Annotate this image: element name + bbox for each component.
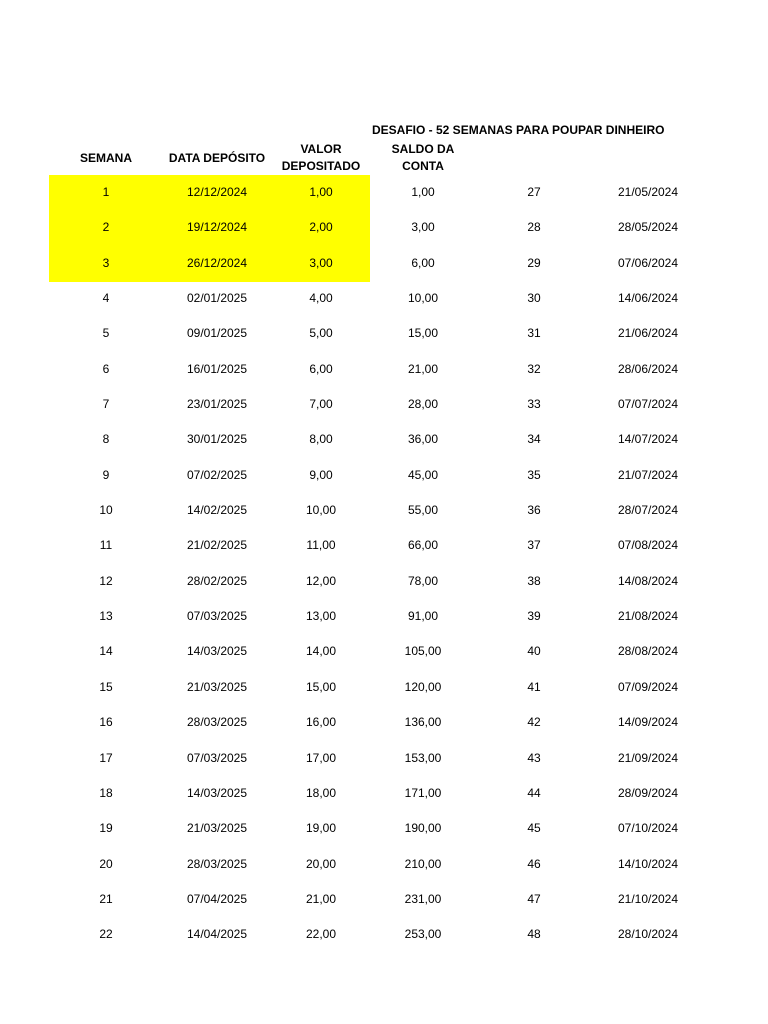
- valor-depositado-cell: 18,00: [305, 785, 337, 800]
- table-row: [0, 458, 768, 493]
- sheet-title: DESAFIO - 52 SEMANAS PARA POUPAR DINHEIRO: [372, 123, 665, 137]
- semana-cell: 19: [99, 821, 113, 836]
- data-deposito-cell: 07/04/2025: [186, 891, 248, 906]
- table-row: [0, 564, 768, 599]
- table-row: [0, 175, 768, 210]
- data-cell-right: 14/09/2024: [617, 715, 679, 730]
- semana-cell: 4: [102, 291, 110, 306]
- semana-cell-right: 48: [527, 927, 541, 942]
- saldo-conta-cell: 231,00: [404, 891, 442, 906]
- valor-depositado-cell: 20,00: [305, 856, 337, 871]
- data-deposito-cell: 21/03/2025: [186, 679, 248, 694]
- data-deposito-cell: 14/04/2025: [186, 927, 248, 942]
- data-deposito-cell: 28/03/2025: [186, 715, 248, 730]
- valor-depositado-cell: 16,00: [305, 715, 337, 730]
- saldo-conta-cell: 6,00: [411, 255, 435, 270]
- semana-cell: 7: [102, 397, 110, 412]
- semana-cell-right: 43: [527, 750, 541, 765]
- saldo-conta-cell: 91,00: [407, 609, 439, 624]
- saldo-conta-cell: 153,00: [404, 750, 442, 765]
- saldo-conta-cell: 21,00: [407, 361, 439, 376]
- table-row: [0, 917, 768, 952]
- valor-depositado-cell: 7,00: [309, 397, 333, 412]
- saldo-conta-cell: 36,00: [407, 432, 439, 447]
- data-cell-right: 07/10/2024: [617, 821, 679, 836]
- semana-cell-right: 28: [527, 220, 541, 235]
- semana-cell: 8: [102, 432, 110, 447]
- header-valor-depositado: VALOR DEPOSITADO: [281, 142, 361, 173]
- table-row: [0, 882, 768, 917]
- data-cell-right: 28/09/2024: [617, 785, 679, 800]
- table-row: [0, 316, 768, 351]
- semana-cell-right: 37: [527, 538, 541, 553]
- table-row: [0, 634, 768, 669]
- semana-cell-right: 41: [527, 679, 541, 694]
- saldo-conta-cell: 253,00: [404, 927, 442, 942]
- data-cell-right: 07/06/2024: [617, 255, 679, 270]
- valor-depositado-cell: 1,00: [309, 185, 333, 199]
- semana-cell: 17: [99, 750, 113, 765]
- semana-cell: 5: [102, 326, 110, 341]
- saldo-conta-cell: 28,00: [407, 397, 439, 412]
- data-deposito-cell: 14/02/2025: [186, 503, 248, 518]
- semana-cell: 18: [99, 785, 113, 800]
- semana-cell-right: 38: [527, 573, 541, 588]
- semana-cell: 14: [99, 644, 113, 659]
- semana-cell: 6: [102, 361, 110, 376]
- semana-cell: 10: [99, 503, 113, 518]
- table-row: [0, 493, 768, 528]
- semana-cell: 12: [99, 573, 113, 588]
- data-cell-right: 14/07/2024: [617, 432, 679, 447]
- valor-depositado-cell: 22,00: [305, 927, 337, 942]
- saldo-conta-cell: 171,00: [404, 785, 442, 800]
- data-deposito-cell: 14/03/2025: [186, 644, 248, 659]
- semana-cell-right: 44: [527, 785, 541, 800]
- semana-cell: 3: [102, 255, 110, 270]
- data-cell-right: 28/10/2024: [617, 927, 679, 942]
- data-deposito-cell: 14/03/2025: [186, 785, 248, 800]
- semana-cell-right: 30: [527, 291, 541, 306]
- data-cell-right: 28/07/2024: [617, 503, 679, 518]
- semana-cell: 20: [99, 856, 113, 871]
- data-deposito-cell: 19/12/2024: [186, 220, 248, 235]
- semana-cell-right: 27: [527, 185, 541, 199]
- table-row: [0, 599, 768, 634]
- data-cell-right: 28/08/2024: [617, 644, 679, 659]
- header-saldo-conta: SALDO DA CONTA: [391, 142, 455, 173]
- table-row: [0, 387, 768, 422]
- semana-cell-right: 36: [527, 503, 541, 518]
- valor-depositado-cell: 17,00: [305, 750, 337, 765]
- data-deposito-cell: 21/02/2025: [186, 538, 248, 553]
- data-deposito-cell: 07/02/2025: [186, 467, 248, 482]
- semana-cell: 1: [102, 185, 110, 199]
- valor-depositado-cell: 15,00: [305, 679, 337, 694]
- semana-cell-right: 29: [527, 255, 541, 270]
- saldo-conta-cell: 136,00: [404, 715, 442, 730]
- data-deposito-cell: 07/03/2025: [186, 609, 248, 624]
- semana-cell-right: 39: [527, 609, 541, 624]
- savings-table: [0, 175, 768, 953]
- semana-cell: 13: [99, 609, 113, 624]
- data-cell-right: 07/07/2024: [617, 397, 679, 412]
- table-row: [0, 528, 768, 563]
- valor-depositado-cell: 5,00: [309, 326, 333, 341]
- saldo-conta-cell: 3,00: [411, 220, 435, 235]
- data-cell-right: 14/10/2024: [617, 856, 679, 871]
- data-cell-right: 28/05/2024: [617, 220, 679, 235]
- valor-depositado-cell: 12,00: [305, 573, 337, 588]
- table-row: [0, 352, 768, 387]
- semana-cell-right: 32: [527, 361, 541, 376]
- data-cell-right: 14/06/2024: [617, 291, 679, 306]
- data-deposito-cell: 16/01/2025: [186, 361, 248, 376]
- data-deposito-cell: 02/01/2025: [186, 291, 248, 306]
- data-deposito-cell: 28/02/2025: [186, 573, 248, 588]
- semana-cell: 21: [99, 891, 113, 906]
- data-cell-right: 07/08/2024: [617, 538, 679, 553]
- data-deposito-cell: 07/03/2025: [186, 750, 248, 765]
- valor-depositado-cell: 6,00: [309, 361, 333, 376]
- data-deposito-cell: 26/12/2024: [186, 255, 248, 270]
- data-cell-right: 21/08/2024: [617, 609, 679, 624]
- saldo-conta-cell: 66,00: [407, 538, 439, 553]
- saldo-conta-cell: 15,00: [407, 326, 439, 341]
- table-row: [0, 281, 768, 316]
- data-deposito-cell: 23/01/2025: [186, 397, 248, 412]
- valor-depositado-cell: 13,00: [305, 609, 337, 624]
- semana-cell-right: 31: [527, 326, 541, 341]
- valor-depositado-cell: 9,00: [309, 467, 333, 482]
- valor-depositado-cell: 21,00: [305, 891, 337, 906]
- saldo-conta-cell: 55,00: [407, 503, 439, 518]
- data-deposito-cell: 21/03/2025: [186, 821, 248, 836]
- header-semana: SEMANA: [79, 151, 132, 165]
- semana-cell: 9: [102, 467, 110, 482]
- data-cell-right: 21/07/2024: [617, 467, 679, 482]
- data-cell-right: 07/09/2024: [617, 679, 679, 694]
- semana-cell: 22: [99, 927, 113, 942]
- saldo-conta-cell: 210,00: [404, 856, 442, 871]
- data-deposito-cell: 12/12/2024: [186, 185, 248, 199]
- data-cell-right: 21/06/2024: [617, 326, 679, 341]
- valor-depositado-cell: 8,00: [309, 432, 333, 447]
- valor-depositado-cell: 10,00: [305, 503, 337, 518]
- semana-cell-right: 45: [527, 821, 541, 836]
- semana-cell-right: 47: [527, 891, 541, 906]
- table-row: [0, 741, 768, 776]
- data-cell-right: 21/05/2024: [617, 185, 679, 199]
- saldo-conta-cell: 1,00: [411, 185, 435, 199]
- saldo-conta-cell: 190,00: [404, 821, 442, 836]
- valor-depositado-cell: 3,00: [309, 255, 333, 270]
- semana-cell: 11: [99, 538, 113, 553]
- valor-depositado-cell: 14,00: [305, 644, 337, 659]
- semana-cell-right: 35: [527, 467, 541, 482]
- valor-depositado-cell: 19,00: [305, 821, 337, 836]
- saldo-conta-cell: 120,00: [404, 679, 442, 694]
- semana-cell-right: 34: [527, 432, 541, 447]
- valor-depositado-cell: 11,00: [306, 538, 336, 553]
- semana-cell-right: 40: [527, 644, 541, 659]
- semana-cell-right: 46: [527, 856, 541, 871]
- data-cell-right: 14/08/2024: [617, 573, 679, 588]
- valor-depositado-cell: 2,00: [309, 220, 333, 235]
- semana-cell: 2: [102, 220, 110, 235]
- data-deposito-cell: 09/01/2025: [186, 326, 248, 341]
- data-cell-right: 21/09/2024: [617, 750, 679, 765]
- saldo-conta-cell: 105,00: [404, 644, 442, 659]
- data-cell-right: 28/06/2024: [617, 361, 679, 376]
- data-deposito-cell: 28/03/2025: [186, 856, 248, 871]
- data-cell-right: 21/10/2024: [617, 891, 679, 906]
- table-row: [0, 811, 768, 846]
- valor-depositado-cell: 4,00: [309, 291, 333, 306]
- table-row: [0, 246, 768, 281]
- table-row: [0, 210, 768, 245]
- data-deposito-cell: 30/01/2025: [186, 432, 248, 447]
- semana-cell: 15: [99, 679, 113, 694]
- table-row: [0, 847, 768, 882]
- semana-cell: 16: [99, 715, 113, 730]
- table-row: [0, 422, 768, 457]
- semana-cell-right: 42: [527, 715, 541, 730]
- table-row: [0, 705, 768, 740]
- semana-cell-right: 33: [527, 397, 541, 412]
- saldo-conta-cell: 45,00: [407, 467, 439, 482]
- header-data-deposito: DATA DEPÓSITO: [168, 151, 266, 165]
- table-row: [0, 670, 768, 705]
- table-row: [0, 776, 768, 811]
- saldo-conta-cell: 78,00: [407, 573, 439, 588]
- saldo-conta-cell: 10,00: [407, 291, 439, 306]
